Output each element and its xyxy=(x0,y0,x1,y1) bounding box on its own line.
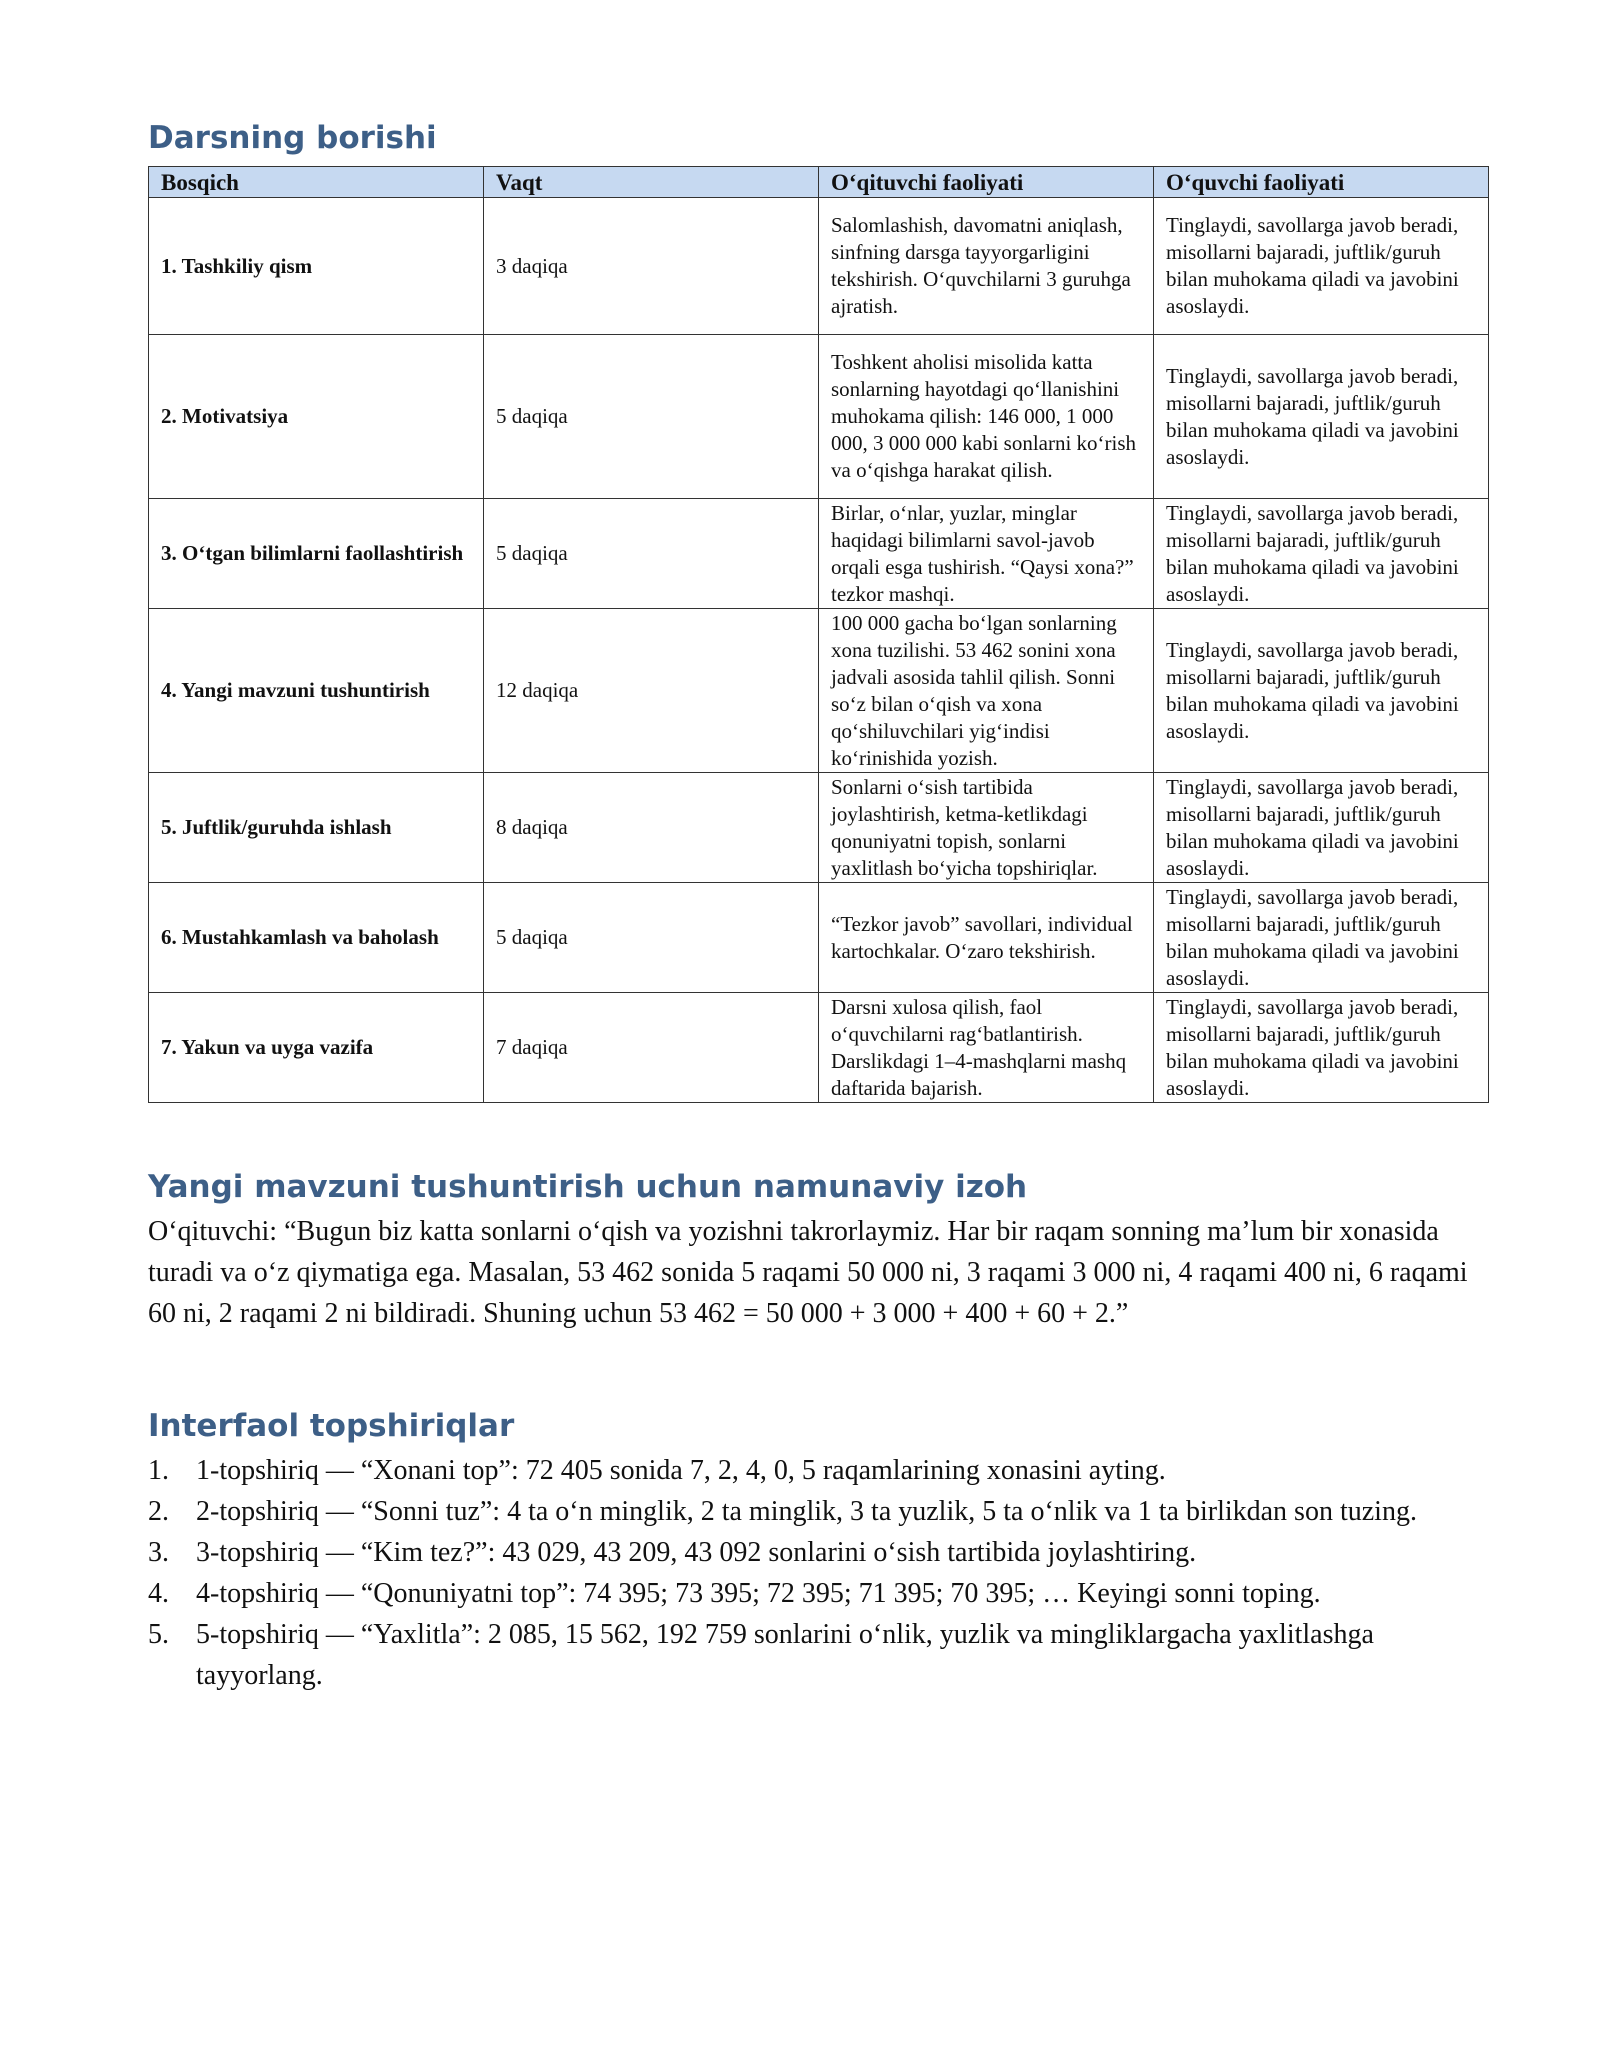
interactive-tasks-section xyxy=(148,1406,1488,1696)
list-item-text: 2-topshiriq — “Sonni tuz”: 4 ta o‘n minglik, 2 ta minglik, 3 ta yuzlik, 5 ta o‘nlik va 1 ta birlikdan son tuzing. xyxy=(196,1496,1417,1527)
list-item xyxy=(148,1450,1488,1491)
teacher-activity-cell: 100 000 gacha bo‘lgan sonlarning xona tuzilishi. 53 462 sonini xona jadvali asosida tahlil qilish. Sonni so‘z bilan o‘qish va xona qo‘shiluvchilari yig‘indisi ko‘rinishida yozish. xyxy=(819,609,1154,773)
table-row xyxy=(149,499,1489,609)
table-row xyxy=(149,609,1489,773)
list-item-number: 2. xyxy=(148,1496,169,1527)
time-cell: 5 daqiqa xyxy=(484,883,819,993)
stage-cell: 5. Juftlik/guruhda ishlash xyxy=(149,773,484,883)
column-header-time: Vaqt xyxy=(484,167,819,198)
teacher-activity-cell: Sonlarni o‘sish tartibida joylashtirish, ketma-ketlikdagi qonuniyatni topish, sonlarni yaxlitlash bo‘yicha topshiriqlar. xyxy=(819,773,1154,883)
list-item-text: 5-topshiriq — “Yaxlitla”: 2 085, 15 562, 192 759 sonlarini o‘nlik, yuzlik va mingliklargacha yaxlitlashga tayyorlang. xyxy=(196,1619,1374,1691)
document-page xyxy=(148,118,1488,1696)
list-item-text: 1-topshiriq — “Xonani top”: 72 405 sonida 7, 2, 4, 0, 5 raqamlarining xonasini ayting. xyxy=(196,1455,1166,1486)
column-header-teacher-activity: O‘qituvchi faoliyati xyxy=(819,167,1154,198)
list-item-number: 3. xyxy=(148,1537,169,1568)
time-cell: 7 daqiqa xyxy=(484,993,819,1103)
time-cell: 8 daqiqa xyxy=(484,773,819,883)
table-header-row xyxy=(149,167,1489,198)
section-heading-sample-explanation: Yangi mavzuni tushuntirish uchun namunaviy izoh xyxy=(148,1169,1028,1205)
time-cell: 3 daqiqa xyxy=(484,198,819,335)
teacher-activity-cell: Salomlashish, davomatni aniqlash, sinfning darsga tayyorgarligini tekshirish. O‘quvchilarni 3 guruhga ajratish. xyxy=(819,198,1154,335)
list-item-number: 1. xyxy=(148,1455,169,1486)
student-activity-cell: Tinglaydi, savollarga javob beradi, misollarni bajaradi, juftlik/guruh bilan muhokama qiladi va javobini asoslaydi. xyxy=(1154,609,1489,773)
stage-cell: 6. Mustahkamlash va baholash xyxy=(149,883,484,993)
sample-explanation-paragraph: O‘qituvchi: “Bugun biz katta sonlarni o‘qish va yozishni takrorlaymiz. Har bir raqam sonning ma’lum bir xonasida turadi va o‘z qiymatiga ega. Masalan, 53 462 sonida 5 raqami 50 000 ni, 3 raqami 3 000 ni, 4 raqami 400 ni, 6 raqami 60 ni, 2 raqami 2 ni bildiradi. Shuning uchun 53 462 = 50 000 + 3 000 + 400 + 60 + 2.” xyxy=(148,1216,1468,1329)
sample-explanation-section xyxy=(148,1167,1488,1334)
lesson-table xyxy=(148,166,1489,1103)
list-item-number: 4. xyxy=(148,1578,169,1609)
student-activity-cell: Tinglaydi, savollarga javob beradi, misollarni bajaradi, juftlik/guruh bilan muhokama qiladi va javobini asoslaydi. xyxy=(1154,993,1489,1103)
teacher-activity-cell: “Tezkor javob” savollari, individual kartochkalar. O‘zaro tekshirish. xyxy=(819,883,1154,993)
table-row xyxy=(149,883,1489,993)
table-row xyxy=(149,993,1489,1103)
list-item-text: 4-topshiriq — “Qonuniyatni top”: 74 395; 73 395; 72 395; 71 395; 70 395; … Keyingi sonni toping. xyxy=(196,1578,1321,1609)
student-activity-cell: Tinglaydi, savollarga javob beradi, misollarni bajaradi, juftlik/guruh bilan muhokama qiladi va javobini asoslaydi. xyxy=(1154,198,1489,335)
stage-cell: 2. Motivatsiya xyxy=(149,335,484,499)
table-row xyxy=(149,335,1489,499)
stage-cell: 7. Yakun va uyga vazifa xyxy=(149,993,484,1103)
time-cell: 5 daqiqa xyxy=(484,335,819,499)
time-cell: 12 daqiqa xyxy=(484,609,819,773)
list-item xyxy=(148,1614,1488,1696)
stage-cell: 3. O‘tgan bilimlarni faollashtirish xyxy=(149,499,484,609)
stage-cell: 1. Tashkiliy qism xyxy=(149,198,484,335)
column-header-student-activity: O‘quvchi faoliyati xyxy=(1154,167,1489,198)
section-heading-interactive-tasks: Interfaol topshiriqlar xyxy=(148,1408,515,1444)
teacher-activity-cell: Darsni xulosa qilish, faol o‘quvchilarni rag‘batlantirish. Darslikdagi 1–4-mashqlarni mashq daftarida bajarish. xyxy=(819,993,1154,1103)
tasks-list xyxy=(148,1450,1488,1696)
stage-cell: 4. Yangi mavzuni tushuntirish xyxy=(149,609,484,773)
teacher-activity-cell: Toshkent aholisi misolida katta sonlarning hayotdagi qo‘llanishini muhokama qilish: 146 000, 1 000 000, 3 000 000 kabi sonlarni ko‘rish va o‘qishga harakat qilish. xyxy=(819,335,1154,499)
table-row xyxy=(149,198,1489,335)
teacher-activity-cell: Birlar, o‘nlar, yuzlar, minglar haqidagi bilimlarni savol-javob orqali esga tushirish. “Qaysi xona?” tezkor mashqi. xyxy=(819,499,1154,609)
section-heading-lesson-flow: Darsning borishi xyxy=(148,120,437,156)
column-header-stage: Bosqich xyxy=(149,167,484,198)
list-item-number: 5. xyxy=(148,1619,169,1650)
list-item-text: 3-topshiriq — “Kim tez?”: 43 029, 43 209, 43 092 sonlarini o‘sish tartibida joylashtiring. xyxy=(196,1537,1197,1568)
table-row xyxy=(149,773,1489,883)
list-item xyxy=(148,1491,1488,1532)
time-cell: 5 daqiqa xyxy=(484,499,819,609)
student-activity-cell: Tinglaydi, savollarga javob beradi, misollarni bajaradi, juftlik/guruh bilan muhokama qiladi va javobini asoslaydi. xyxy=(1154,499,1489,609)
student-activity-cell: Tinglaydi, savollarga javob beradi, misollarni bajaradi, juftlik/guruh bilan muhokama qiladi va javobini asoslaydi. xyxy=(1154,883,1489,993)
student-activity-cell: Tinglaydi, savollarga javob beradi, misollarni bajaradi, juftlik/guruh bilan muhokama qiladi va javobini asoslaydi. xyxy=(1154,335,1489,499)
list-item xyxy=(148,1532,1488,1573)
student-activity-cell: Tinglaydi, savollarga javob beradi, misollarni bajaradi, juftlik/guruh bilan muhokama qiladi va javobini asoslaydi. xyxy=(1154,773,1489,883)
list-item xyxy=(148,1573,1488,1614)
